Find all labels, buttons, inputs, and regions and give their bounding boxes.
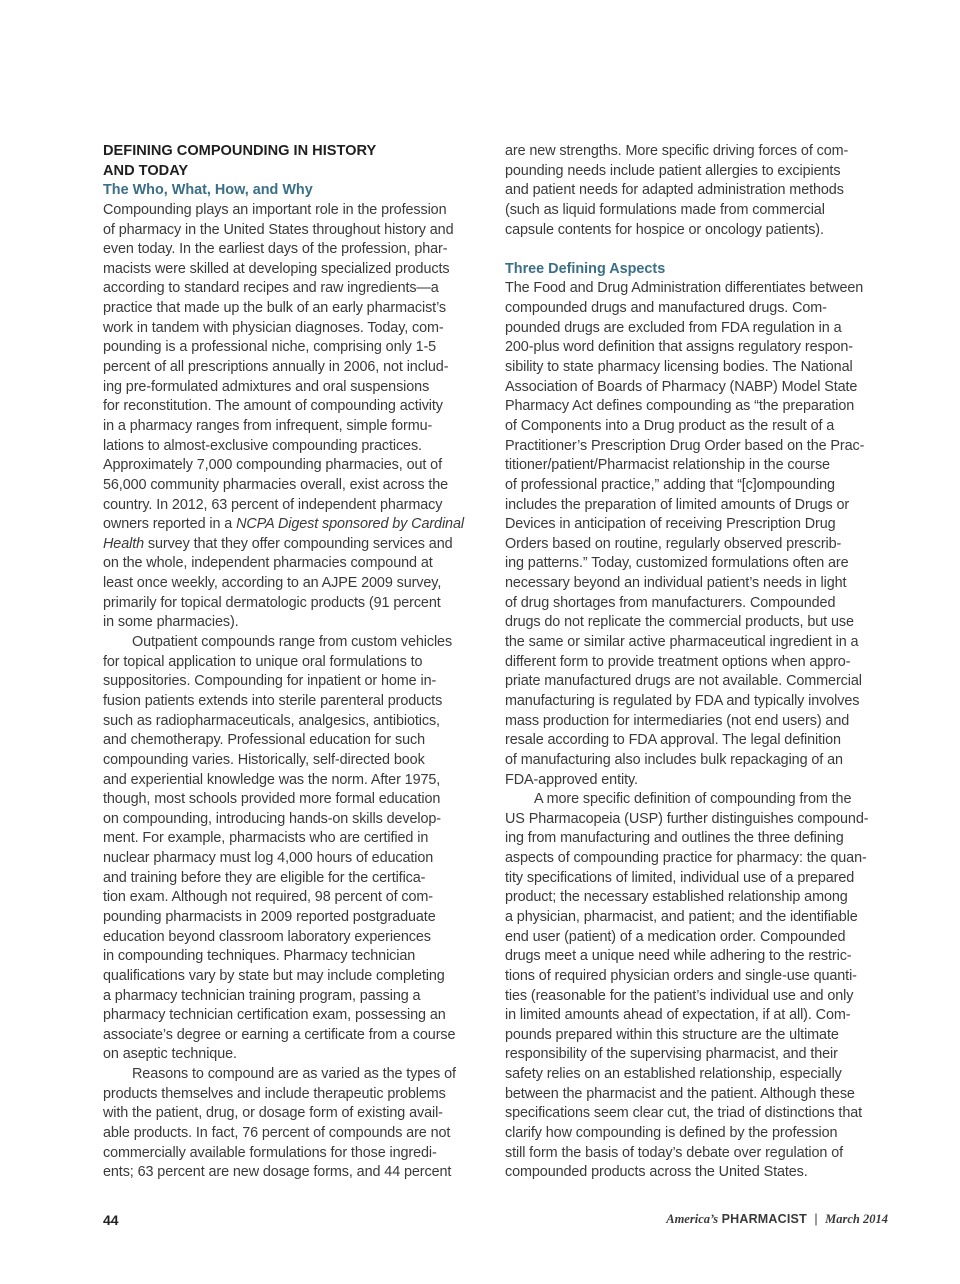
issue-date: March 2014 [825,1212,888,1226]
text-line: products themselves and include therapeutic problems [103,1085,446,1102]
text-line: fusion patients extends into sterile parenteral products [103,692,443,709]
text-line: product; the necessary established relationship among [505,889,848,906]
text-line: in a pharmacy ranges from infrequent, simple formu- [103,417,433,434]
footer-separator: | [814,1212,818,1226]
subheading-who-what: The Who, What, How, and Why [103,182,313,199]
text-line: the same or similar active pharmaceutical ingredient in a [505,634,859,651]
publication-title-end: Health [103,535,144,552]
text-line: pounds prepared within this structure are the ultimate [505,1026,839,1043]
text-line: pounding pharmacists in 2009 reported postgraduate [103,908,436,925]
text-line: Orders based on routine, regularly observed prescrib- [505,535,842,552]
text-line: Practitioner’s Prescription Drug Order based on the Prac- [505,437,865,454]
text-line: in compounding techniques. Pharmacy technician [103,948,416,965]
text-line: and training before they are eligible for the certifica- [103,869,426,886]
text-line: mass production for intermediaries (not end users) and [505,712,850,729]
text-line: necessary beyond an individual patient’s needs in light [505,575,847,592]
text-line: safety relies on an established relationship, especially [505,1066,842,1083]
text-line: associate’s degree or earning a certificate from a course [103,1026,456,1043]
text-line: least once weekly, according to an AJPE 2009 survey, [103,575,442,592]
text-line: on aseptic technique. [103,1046,237,1063]
text-line: priate manufactured drugs are not available. Commercial [505,673,862,690]
page-number: 44 [103,1212,119,1228]
left-column [103,142,487,1183]
text-line: tions of required physician orders and single-use quanti- [505,967,857,984]
text-line: according to standard recipes and raw ingredients—a [103,280,439,297]
text-line: a pharmacy technician training program, passing a [103,987,421,1004]
text-line: specifications seem clear cut, the triad of distinctions that [505,1105,863,1122]
text-line: ment. For example, pharmacists who are certified in [103,830,429,847]
text-line: on compounding, introducing hands-on skills develop- [103,810,441,827]
text-line: Approximately 7,000 compounding pharmacies, out of [103,457,442,474]
right-paragraph-2 [505,790,889,1183]
text-line: and experiential knowledge was the norm. After 1975, [103,771,441,788]
text-line: of Components into a Drug product as the result of a [505,417,835,434]
section-heading: DEFINING COMPOUNDING IN HISTORY [103,143,377,159]
text-line: ents; 63 percent are new dosage forms, and 44 percent [103,1164,452,1181]
text-line: tity specifications of limited, individual use of a prepared [505,869,855,886]
text-line: drugs do not replicate the commercial products, but use [505,614,854,631]
text-line: aspects of compounding practice for pharmacy: the quan- [505,850,867,867]
text-line: pharmacy technician certification exam, possessing an [103,1007,446,1024]
text-line: commercially available formulations for those ingredi- [103,1144,437,1161]
text-line: ing patterns.” Today, customized formulations often are [505,555,849,572]
text-line: US Pharmacopeia (USP) further distinguishes compound- [505,810,869,827]
text-line: (such as liquid formulations made from commercial [505,201,825,218]
text-line: titioner/patient/Pharmacist relationship in the course [505,457,830,474]
text-line: ing from manufacturing and outlines the three defining [505,830,844,847]
text-line: practice that made up the bulk of an early pharmacist’s [103,300,446,317]
text-line: of professional practice,” adding that “[c]ompounding [505,476,835,493]
left-paragraph-3 [103,1065,487,1183]
text-run: owners reported in a [103,516,237,533]
text-line: end user (patient) of a medication order. Compounded [505,928,846,945]
text-line: resale according to FDA approval. The legal definition [505,732,841,749]
text-line: qualifications vary by state but may include completing [103,967,445,984]
text-line [103,515,487,535]
text-line: pounding is a professional niche, comprising only 1-5 [103,339,437,356]
text-line: with the patient, drug, or dosage form of existing avail- [103,1105,443,1122]
text-line: country. In 2012, 63 percent of independent pharmacy [103,496,443,513]
text-line: primarily for topical dermatologic products (91 percent [103,594,441,611]
text-line: of pharmacy in the United States throughout history and [103,221,454,238]
publication-title: NCPA Digest sponsored by Cardinal [236,516,464,533]
text-line: pounded drugs are excluded from FDA regulation in a [505,319,842,336]
subheading-three-aspects: Three Defining Aspects [505,260,666,277]
text-line: compounding varies. Historically, self-directed book [103,751,425,768]
text-line: sibility to state pharmacy licensing bodies. The National [505,359,853,376]
text-run: survey that they offer compounding services and [144,535,453,552]
spacer [505,240,889,260]
text-line: compounded products across the United States. [505,1164,808,1181]
text-line: for reconstitution. The amount of compounding activity [103,398,443,415]
text-line: ing pre-formulated admixtures and oral suspensions [103,378,430,395]
section-heading-line2: AND TODAY [103,162,189,179]
text-line: in some pharmacies). [103,614,239,631]
text-line: FDA-approved entity. [505,771,638,788]
left-paragraph-1 [103,201,487,633]
text-line: able products. In fact, 76 percent of compounds are not [103,1125,451,1142]
text-line: A more specific definition of compounding from the [534,791,852,808]
magazine-footer [666,1212,888,1227]
text-line: such as radiopharmaceuticals, analgesics, antibiotics, [103,712,440,729]
text-line: are new strengths. More specific driving forces of com- [505,143,849,159]
text-line: manufacturing is regulated by FDA and typically involves [505,692,860,709]
text-line: Pharmacy Act defines compounding as “the preparation [505,398,855,415]
text-line: a physician, pharmacist, and patient; and the identifiable [505,908,858,925]
text-line: percent of all prescriptions annually in 2006, not includ- [103,359,449,376]
right-paragraph-1 [505,279,889,790]
text-line: nuclear pharmacy must log 4,000 hours of education [103,850,434,867]
text-line: in limited amounts ahead of expectation, if at all). Com- [505,1007,851,1024]
text-line: on the whole, independent pharmacies compound at [103,555,433,572]
text-line: Compounding plays an important role in the profession [103,201,447,218]
text-line: Outpatient compounds range from custom vehicles [132,634,453,651]
text-line: and chemotherapy. Professional education for such [103,732,426,749]
text-line: clarify how compounding is defined by the profession [505,1125,838,1142]
right-paragraph-0 [505,142,889,240]
text-line: education beyond classroom laboratory experiences [103,928,431,945]
text-line: responsibility of the supervising pharmacist, and their [505,1046,838,1063]
text-line: of manufacturing also includes bulk repackaging of an [505,751,843,768]
left-paragraph-2 [103,633,487,1065]
text-line: Devices in anticipation of receiving Prescription Drug [505,516,836,533]
text-line: work in tandem with physician diagnoses. Today, com- [103,319,444,336]
magazine-brand: PHARMACIST [721,1212,807,1226]
text-line: Association of Boards of Pharmacy (NABP) Model State [505,378,858,395]
text-line: between the pharmacist and the patient. Although these [505,1085,855,1102]
text-line: still form the basis of today’s debate over regulation of [505,1144,844,1161]
text-line: 200-plus word definition that assigns regulatory respon- [505,339,853,356]
text-line: capsule contents for hospice or oncology patients). [505,221,824,238]
text-line: and patient needs for adapted administration methods [505,182,844,199]
text-line: pounding needs include patient allergies to excipients [505,162,841,179]
text-line: ties (reasonable for the patient’s individual use and only [505,987,854,1004]
magazine-prefix: America’s [666,1212,719,1226]
text-line: 56,000 community pharmacies overall, exist across the [103,476,449,493]
text-line: includes the preparation of limited amounts of Drugs or [505,496,850,513]
text-line: lations to almost-exclusive compounding practices. [103,437,422,454]
text-line: different form to provide treatment options when appro- [505,653,851,670]
text-line: Reasons to compound are as varied as the types of [132,1066,456,1083]
right-column [505,142,889,1183]
text-line: even today. In the earliest days of the profession, phar- [103,241,448,258]
text-line: though, most schools provided more formal education [103,791,441,808]
text-line: drugs meet a unique need while adhering to the restric- [505,948,852,965]
text-line: of drug shortages from manufacturers. Compounded [505,594,836,611]
text-line: suppositories. Compounding for inpatient or home in- [103,673,437,690]
text-line: macists were skilled at developing specialized products [103,260,450,277]
text-line: compounded drugs and manufactured drugs. Com- [505,300,827,317]
text-line [103,535,487,555]
text-line: for topical application to unique oral formulations to [103,653,423,670]
text-line: The Food and Drug Administration differentiates between [505,280,864,297]
text-line: tion exam. Although not required, 98 percent of com- [103,889,433,906]
